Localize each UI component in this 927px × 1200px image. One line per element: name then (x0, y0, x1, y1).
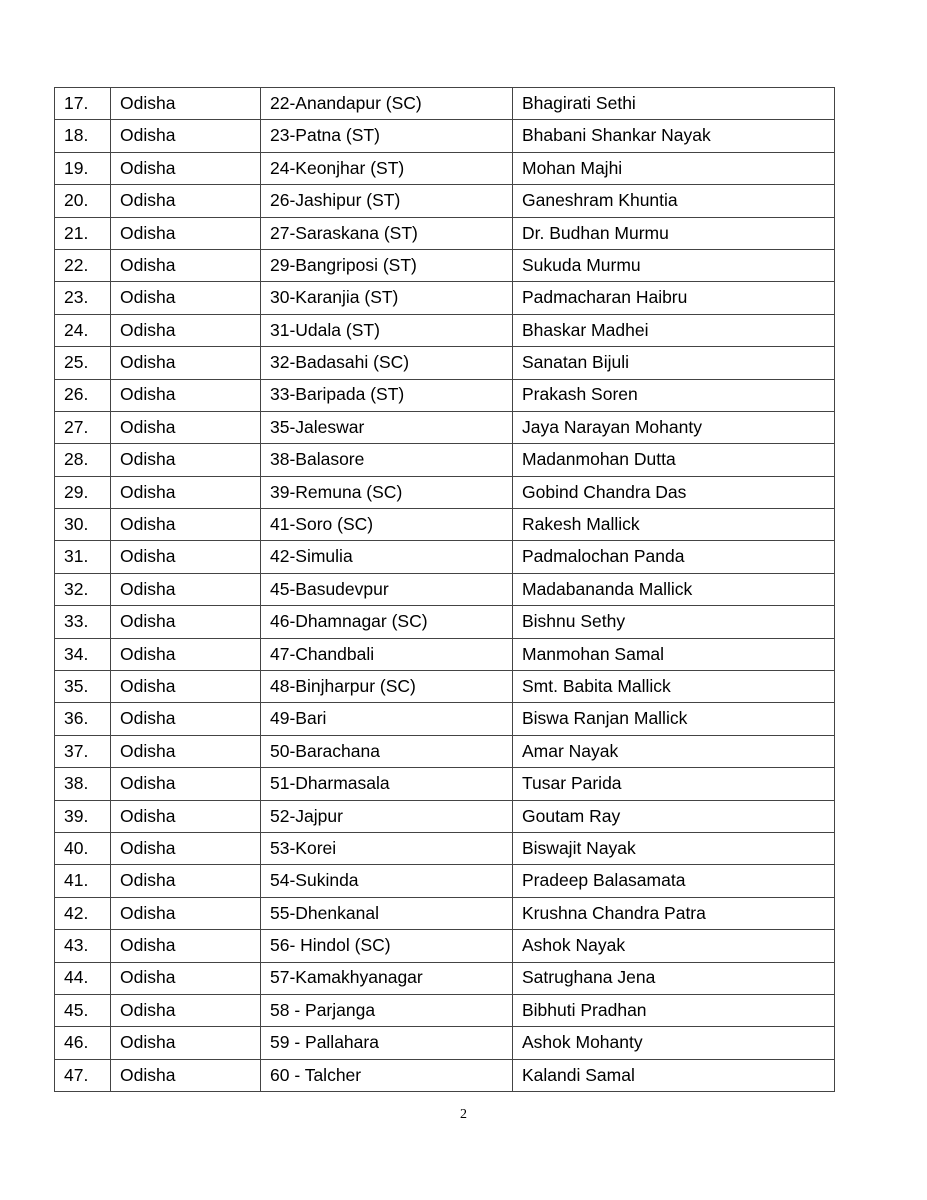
state-cell: Odisha (111, 347, 261, 379)
serial-number-cell: 17. (55, 88, 111, 120)
candidate-name-cell: Satrughana Jena (513, 962, 835, 994)
state-cell: Odisha (111, 314, 261, 346)
constituency-cell: 52-Jajpur (261, 800, 513, 832)
constituency-cell: 58 - Parjanga (261, 994, 513, 1026)
serial-number-cell: 46. (55, 1027, 111, 1059)
candidate-name-cell: Padmacharan Haibru (513, 282, 835, 314)
serial-number-cell: 29. (55, 476, 111, 508)
state-cell: Odisha (111, 217, 261, 249)
state-cell: Odisha (111, 638, 261, 670)
constituency-cell: 32-Badasahi (SC) (261, 347, 513, 379)
table-row (55, 249, 835, 281)
constituency-cell: 53-Korei (261, 832, 513, 864)
serial-number-cell: 31. (55, 541, 111, 573)
constituency-cell: 49-Bari (261, 703, 513, 735)
serial-number-cell: 41. (55, 865, 111, 897)
serial-number-cell: 21. (55, 217, 111, 249)
state-cell: Odisha (111, 573, 261, 605)
table-row (55, 120, 835, 152)
table-row (55, 411, 835, 443)
serial-number-cell: 24. (55, 314, 111, 346)
serial-number-cell: 27. (55, 411, 111, 443)
candidate-name-cell: Bhaskar Madhei (513, 314, 835, 346)
table-row (55, 800, 835, 832)
serial-number-cell: 42. (55, 897, 111, 929)
serial-number-cell: 30. (55, 509, 111, 541)
state-cell: Odisha (111, 994, 261, 1026)
serial-number-cell: 38. (55, 768, 111, 800)
serial-number-cell: 43. (55, 930, 111, 962)
table-row (55, 282, 835, 314)
candidate-name-cell: Bhabani Shankar Nayak (513, 120, 835, 152)
constituency-cell: 50-Barachana (261, 735, 513, 767)
serial-number-cell: 35. (55, 671, 111, 703)
table-row (55, 509, 835, 541)
state-cell: Odisha (111, 865, 261, 897)
constituency-cell: 42-Simulia (261, 541, 513, 573)
state-cell: Odisha (111, 768, 261, 800)
table-row (55, 476, 835, 508)
candidate-name-cell: Goutam Ray (513, 800, 835, 832)
state-cell: Odisha (111, 282, 261, 314)
serial-number-cell: 25. (55, 347, 111, 379)
constituency-cell: 35-Jaleswar (261, 411, 513, 443)
table-row (55, 930, 835, 962)
constituency-cell: 45-Basudevpur (261, 573, 513, 605)
constituency-cell: 29-Bangriposi (ST) (261, 249, 513, 281)
state-cell: Odisha (111, 800, 261, 832)
state-cell: Odisha (111, 1059, 261, 1091)
candidate-name-cell: Gobind Chandra Das (513, 476, 835, 508)
state-cell: Odisha (111, 1027, 261, 1059)
table-row (55, 314, 835, 346)
serial-number-cell: 47. (55, 1059, 111, 1091)
constituency-cell: 27-Saraskana (ST) (261, 217, 513, 249)
candidate-name-cell: Kalandi Samal (513, 1059, 835, 1091)
table-row (55, 671, 835, 703)
candidate-name-cell: Bishnu Sethy (513, 606, 835, 638)
table-row (55, 347, 835, 379)
state-cell: Odisha (111, 88, 261, 120)
serial-number-cell: 28. (55, 444, 111, 476)
constituency-cell: 30-Karanjia (ST) (261, 282, 513, 314)
serial-number-cell: 39. (55, 800, 111, 832)
constituency-cell: 46-Dhamnagar (SC) (261, 606, 513, 638)
constituency-cell: 23-Patna (ST) (261, 120, 513, 152)
candidate-name-cell: Jaya Narayan Mohanty (513, 411, 835, 443)
constituency-cell: 33-Baripada (ST) (261, 379, 513, 411)
candidate-name-cell: Bhagirati Sethi (513, 88, 835, 120)
state-cell: Odisha (111, 735, 261, 767)
constituency-cell: 39-Remuna (SC) (261, 476, 513, 508)
candidate-name-cell: Amar Nayak (513, 735, 835, 767)
serial-number-cell: 44. (55, 962, 111, 994)
constituency-cell: 31-Udala (ST) (261, 314, 513, 346)
candidate-name-cell: Ganeshram Khuntia (513, 185, 835, 217)
candidate-name-cell: Madanmohan Dutta (513, 444, 835, 476)
constituency-cell: 54-Sukinda (261, 865, 513, 897)
table-row (55, 994, 835, 1026)
candidate-name-cell: Mohan Majhi (513, 152, 835, 184)
state-cell: Odisha (111, 541, 261, 573)
candidate-name-cell: Tusar Parida (513, 768, 835, 800)
table-row (55, 962, 835, 994)
constituency-cell: 24-Keonjhar (ST) (261, 152, 513, 184)
constituency-cell: 60 - Talcher (261, 1059, 513, 1091)
candidate-name-cell: Biswajit Nayak (513, 832, 835, 864)
candidate-name-cell: Dr. Budhan Murmu (513, 217, 835, 249)
candidate-table-body (55, 88, 835, 1092)
constituency-cell: 55-Dhenkanal (261, 897, 513, 929)
candidate-name-cell: Madabananda Mallick (513, 573, 835, 605)
constituency-cell: 59 - Pallahara (261, 1027, 513, 1059)
candidate-name-cell: Biswa Ranjan Mallick (513, 703, 835, 735)
candidate-name-cell: Krushna Chandra Patra (513, 897, 835, 929)
constituency-cell: 41-Soro (SC) (261, 509, 513, 541)
serial-number-cell: 20. (55, 185, 111, 217)
candidate-name-cell: Padmalochan Panda (513, 541, 835, 573)
serial-number-cell: 36. (55, 703, 111, 735)
constituency-cell: 38-Balasore (261, 444, 513, 476)
constituency-cell: 22-Anandapur (SC) (261, 88, 513, 120)
table-row (55, 606, 835, 638)
candidate-name-cell: Rakesh Mallick (513, 509, 835, 541)
state-cell: Odisha (111, 671, 261, 703)
table-row (55, 1059, 835, 1091)
table-row (55, 897, 835, 929)
constituency-cell: 48-Binjharpur (SC) (261, 671, 513, 703)
state-cell: Odisha (111, 444, 261, 476)
table-row (55, 185, 835, 217)
candidate-name-cell: Ashok Nayak (513, 930, 835, 962)
table-row (55, 735, 835, 767)
state-cell: Odisha (111, 379, 261, 411)
serial-number-cell: 32. (55, 573, 111, 605)
candidate-name-cell: Smt. Babita Mallick (513, 671, 835, 703)
table-row (55, 703, 835, 735)
table-row (55, 379, 835, 411)
table-row (55, 217, 835, 249)
serial-number-cell: 37. (55, 735, 111, 767)
state-cell: Odisha (111, 249, 261, 281)
state-cell: Odisha (111, 411, 261, 443)
candidate-name-cell: Sukuda Murmu (513, 249, 835, 281)
constituency-cell: 47-Chandbali (261, 638, 513, 670)
table-row (55, 152, 835, 184)
serial-number-cell: 19. (55, 152, 111, 184)
constituency-cell: 51-Dharmasala (261, 768, 513, 800)
table-row (55, 573, 835, 605)
state-cell: Odisha (111, 897, 261, 929)
candidate-name-cell: Sanatan Bijuli (513, 347, 835, 379)
constituency-cell: 56- Hindol (SC) (261, 930, 513, 962)
serial-number-cell: 18. (55, 120, 111, 152)
table-row (55, 832, 835, 864)
state-cell: Odisha (111, 185, 261, 217)
candidate-name-cell: Prakash Soren (513, 379, 835, 411)
table-row (55, 638, 835, 670)
table-row (55, 768, 835, 800)
candidate-name-cell: Manmohan Samal (513, 638, 835, 670)
state-cell: Odisha (111, 509, 261, 541)
serial-number-cell: 34. (55, 638, 111, 670)
table-row (55, 541, 835, 573)
serial-number-cell: 26. (55, 379, 111, 411)
state-cell: Odisha (111, 962, 261, 994)
serial-number-cell: 22. (55, 249, 111, 281)
candidate-name-cell: Bibhuti Pradhan (513, 994, 835, 1026)
state-cell: Odisha (111, 476, 261, 508)
constituency-cell: 26-Jashipur (ST) (261, 185, 513, 217)
candidate-table (54, 87, 835, 1092)
serial-number-cell: 33. (55, 606, 111, 638)
serial-number-cell: 23. (55, 282, 111, 314)
constituency-cell: 57-Kamakhyanagar (261, 962, 513, 994)
state-cell: Odisha (111, 152, 261, 184)
table-row (55, 88, 835, 120)
table-row (55, 865, 835, 897)
serial-number-cell: 40. (55, 832, 111, 864)
table-row (55, 1027, 835, 1059)
page-number: 2 (460, 1107, 467, 1122)
state-cell: Odisha (111, 930, 261, 962)
serial-number-cell: 45. (55, 994, 111, 1026)
candidate-name-cell: Ashok Mohanty (513, 1027, 835, 1059)
candidate-name-cell: Pradeep Balasamata (513, 865, 835, 897)
state-cell: Odisha (111, 703, 261, 735)
state-cell: Odisha (111, 120, 261, 152)
state-cell: Odisha (111, 606, 261, 638)
state-cell: Odisha (111, 832, 261, 864)
table-row (55, 444, 835, 476)
